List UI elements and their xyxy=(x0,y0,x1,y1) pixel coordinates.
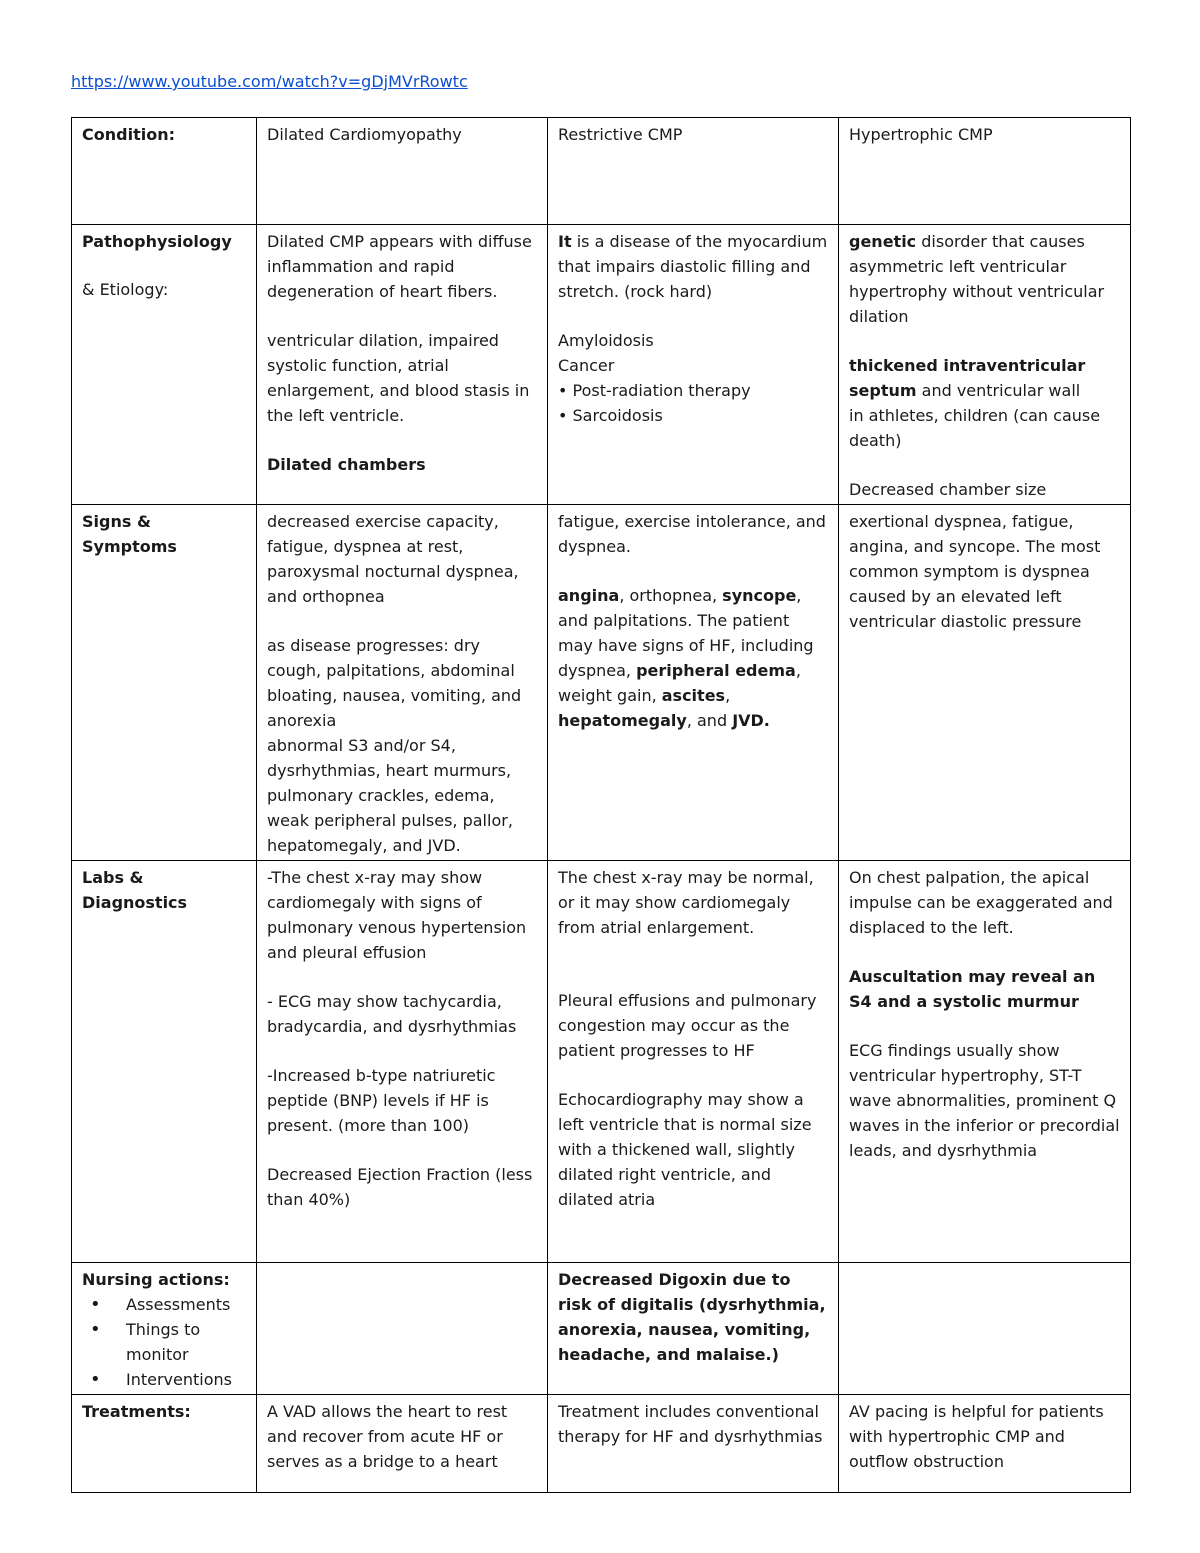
table-row-treatments xyxy=(72,1395,1131,1493)
cell-treatments-hypertrophic: AV pacing is helpful for patients with hypertrophic CMP and outflow obstruction xyxy=(839,1395,1131,1493)
cell-treatments-dilated: A VAD allows the heart to rest and recover from acute HF or serves as a bridge to a heart xyxy=(257,1395,548,1493)
table-row-nursing xyxy=(72,1263,1131,1395)
cell-patho-dilated: Dilated CMP appears with diffuse inflammation and rapid degeneration of heart fibers. ventricular dilation, impaired systolic function, atrial enlargement, and blood stasis in the left ventricle. Dilated chambers xyxy=(257,225,548,505)
header-restrictive: Restrictive CMP xyxy=(548,118,839,225)
nursing-list xyxy=(82,1292,247,1392)
list-item: • Assessments xyxy=(126,1292,247,1317)
row-label-condition: Condition: xyxy=(72,118,257,225)
header-hypertrophic: Hypertrophic CMP xyxy=(839,118,1131,225)
cell-signs-dilated: decreased exercise capacity, fatigue, dyspnea at rest, paroxysmal nocturnal dyspnea, and orthopnea as disease progresses: dry cough, palpitations, abdominal bloating, nausea, vomiting, and anorexia abnormal S3 and/or S4, dysrhythmias, heart murmurs, pulmonary crackles, edema, weak peripheral pulses, pallor, hepatomegaly, and JVD. xyxy=(257,505,548,861)
row-label-treatments: Treatments: xyxy=(72,1395,257,1493)
cell-labs-dilated: -The chest x-ray may show cardiomegaly with signs of pulmonary venous hypertension and pleural effusion - ECG may show tachycardia, bradycardia, and dysrhythmias -Increased b-type natriuretic peptide (BNP) levels if HF is present. (more than 100) Decreased Ejection Fraction (less than 40%) xyxy=(257,861,548,1263)
cell-signs-hypertrophic: exertional dyspnea, fatigue, angina, and syncope. The most common symptom is dyspnea caused by an elevated left ventricular diastolic pressure xyxy=(839,505,1131,861)
list-item: • Interventions xyxy=(126,1367,247,1392)
cell-labs-restrictive: The chest x-ray may be normal, or it may show cardiomegaly from atrial enlargement. Pleural effusions and pulmonary congestion may occur as the patient progresses to HF Echocardiography may show a left ventricle that is normal size with a thickened wall, slightly dilated right ventricle, and dilated atria xyxy=(548,861,839,1263)
table-row-labs xyxy=(72,861,1131,1263)
cell-patho-restrictive: It is a disease of the myocardium that impairs diastolic filling and stretch. (rock hard) Amyloidosis Cancer • Post-radiation therapy • Sarcoidosis xyxy=(548,225,839,505)
row-label-labs: Labs & Diagnostics xyxy=(72,861,257,1263)
cell-treatments-restrictive: Treatment includes conventional therapy for HF and dysrhythmias xyxy=(548,1395,839,1493)
cell-labs-hypertrophic: On chest palpation, the apical impulse can be exaggerated and displaced to the left. Auscultation may reveal an S4 and a systolic murmur ECG findings usually show ventricular hypertrophy, ST-T wave abnormalities, prominent Q waves in the inferior or precordial leads, and dysrhythmia xyxy=(839,861,1131,1263)
header-dilated: Dilated Cardiomyopathy xyxy=(257,118,548,225)
youtube-link[interactable]: https://www.youtube.com/watch?v=gDjMVrRowtc xyxy=(71,72,468,91)
table-row-pathophysiology xyxy=(72,225,1131,505)
cell-nursing-hypertrophic xyxy=(839,1263,1131,1395)
cell-patho-hypertrophic: genetic disorder that causes asymmetric left ventricular hypertrophy without ventricular dilation thickened intraventricular septum and ventricular wall in athletes, children (can cause death) Decreased chamber size xyxy=(839,225,1131,505)
row-label-pathophysiology: Pathophysiology & Etiology: xyxy=(72,225,257,505)
table-row-signs xyxy=(72,505,1131,861)
cell-nursing-dilated xyxy=(257,1263,548,1395)
row-label-signs: Signs & Symptoms xyxy=(72,505,257,861)
list-item: • Things to monitor xyxy=(126,1317,247,1367)
table-row-condition xyxy=(72,118,1131,225)
cell-nursing-restrictive: Decreased Digoxin due to risk of digitalis (dysrhythmia, anorexia, nausea, vomiting, headache, and malaise.) xyxy=(548,1263,839,1395)
row-label-nursing: Nursing actions: • Assessments • Things to monitor • Interventions xyxy=(72,1263,257,1395)
cardiomyopathy-table xyxy=(71,117,1131,1493)
cell-signs-restrictive: fatigue, exercise intolerance, and dyspnea. angina, orthopnea, syncope, and palpitations. The patient may have signs of HF, including dyspnea, peripheral edema, weight gain, ascites, hepatomegaly, and JVD. xyxy=(548,505,839,861)
